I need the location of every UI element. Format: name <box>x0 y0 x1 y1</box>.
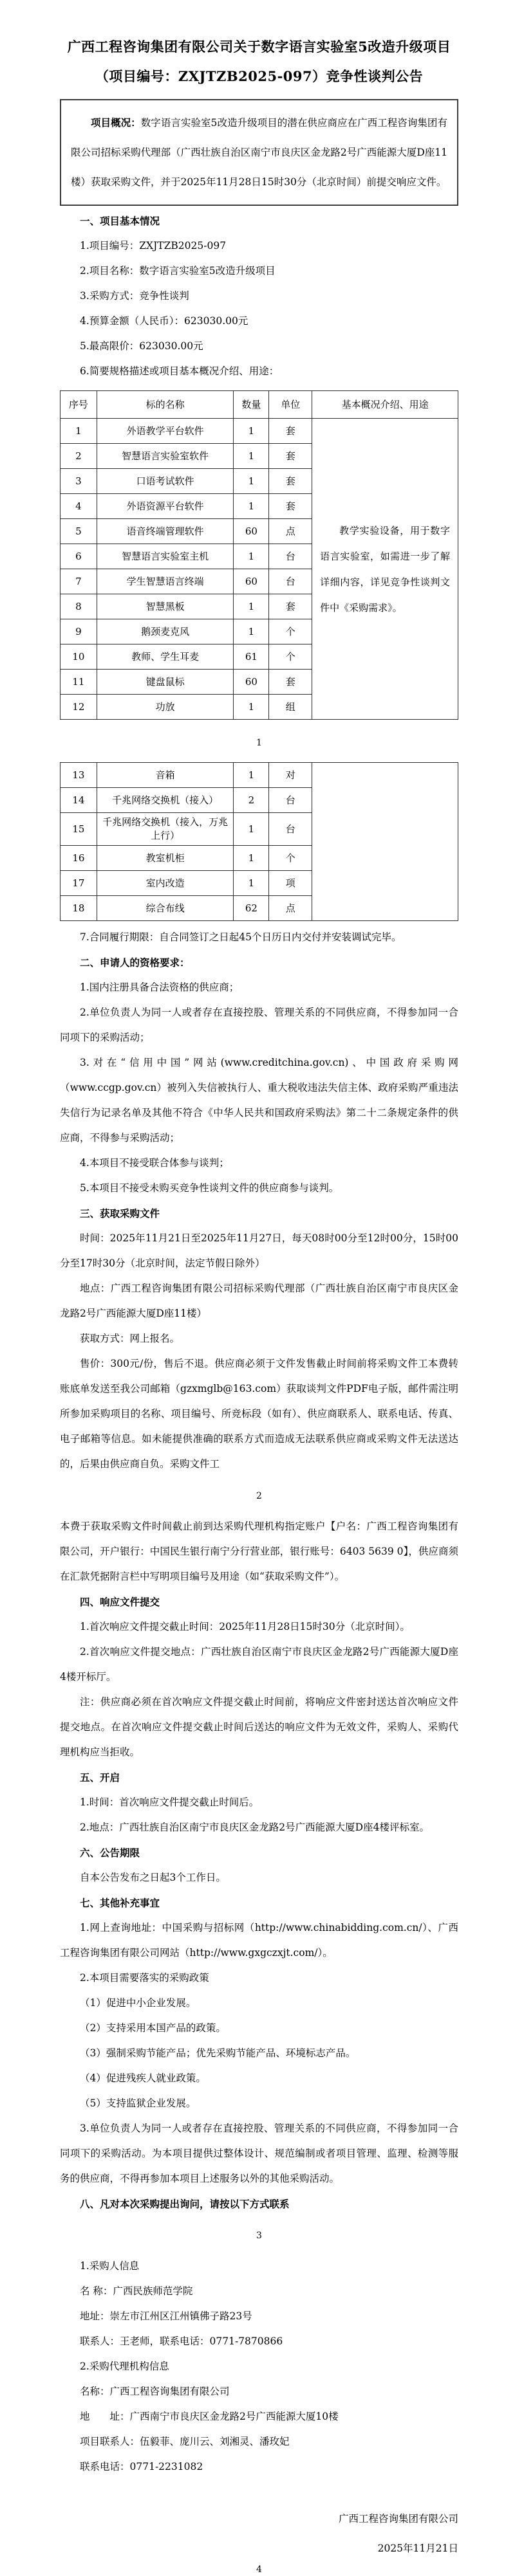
cell-name: 智慧黑板 <box>97 594 234 619</box>
paragraph: 1.项目编号：ZXJTZB2025-097 <box>80 240 227 251</box>
cell-qty: 62 <box>234 896 269 921</box>
cell-seq: 11 <box>61 670 97 695</box>
paragraph: （5）支持监狱企业发展。 <box>80 2097 196 2109</box>
project-overview-text <box>71 108 447 197</box>
paragraph: 3.单位负责人为同一人或者存在直接控股、管理关系的不同供应商，不得参加同一合同项下的采购活动。为本项目提供过整体设计、规范编制或者项目管理、监理、检测等服务的供应商，不得再参加本项目上述服务以外的其他采购活动。 <box>60 2123 458 2184</box>
cell-name: 键盘鼠标 <box>97 670 234 695</box>
section-heading: 七、其他补充事宜 <box>80 1897 160 1909</box>
cell-name: 智慧语言实验室软件 <box>97 444 234 469</box>
cell-seq: 16 <box>61 846 97 871</box>
cell-seq: 13 <box>61 763 97 788</box>
page-number: 1 <box>256 738 262 748</box>
paragraph: （3）强制采购节能产品；优先采购节能产品、环境标志产品。 <box>80 2047 356 2059</box>
cell-unit: 项 <box>269 871 312 896</box>
page-number: 3 <box>256 2231 262 2241</box>
cell-seq: 9 <box>61 619 97 644</box>
cell-seq: 17 <box>61 871 97 896</box>
paragraph: 5.最高限价：623030.00元 <box>80 340 203 352</box>
cell-name: 千兆网络交换机（接入） <box>97 788 234 813</box>
paragraph: 4.本项目不接受联合体参与谈判； <box>80 1157 229 1169</box>
paragraph: 3.对在“信用中国”网站(www.creditchina.gov.cn)、中国政府采购网（www.ccgp.gov.cn）被列入失信被执行人、重大税收违法失信主体、政府采购严重违法失信行为记录名单及其他不符合《中华人民共和国政府采购法》第二十二条规定条件的供应商，不得参与采购活动； <box>60 1057 458 1144</box>
cell-seq: 8 <box>61 594 97 619</box>
paragraph: 名称：广西工程咨询集团有限公司 <box>80 2386 230 2397</box>
paragraph: 注：供应商必须在首次响应文件提交截止时间前，将响应文件密封送达首次响应文件提交地点。在首次响应文件提交截止时间后送达的响应文件为无效文件，采购人、采购代理机构应当拒收。 <box>60 1696 458 1758</box>
project-overview-box <box>60 99 458 206</box>
cell-unit: 套 <box>269 444 312 469</box>
cell-name: 外语资源平台软件 <box>97 494 234 519</box>
paragraph: 地点：广西工程咨询集团有限公司招标采购代理部（广西壮族自治区南宁市良庆区金龙路2号广西能源大厦D座11楼） <box>60 1283 458 1319</box>
cell-seq: 2 <box>61 444 97 469</box>
table-row <box>61 763 458 788</box>
paragraph: 时间：2025年11月21日至2025年11月27日，每天08时00分至12时00分，15时00分至17时30分（北京时间，法定节假日除外） <box>60 1232 458 1269</box>
cell-name: 综合布线 <box>97 896 234 921</box>
cell-name: 外语教学平台软件 <box>97 419 234 444</box>
page-number-4: 4 <box>256 2564 262 2575</box>
table-body <box>61 419 458 720</box>
cell-name: 教师、学生耳麦 <box>97 644 234 670</box>
cell-seq: 4 <box>61 494 97 519</box>
document-title-line1: 广西工程咨询集团有限公司关于数字语言实验室5改造升级项目 <box>67 39 451 55</box>
cell-qty: 1 <box>234 695 269 720</box>
section-heading: 八、凡对本次采购提出询问，请按以下方式联系 <box>80 2198 290 2210</box>
paragraph: 联系电话：0771-2231082 <box>80 2461 203 2472</box>
table-header-cell: 序号 <box>61 391 97 419</box>
paragraph: 6.简要规格描述或项目基本概况介绍、用途： <box>80 365 279 377</box>
goods-table-segment-2 <box>60 762 458 921</box>
cell-unit: 点 <box>269 519 312 544</box>
paragraph: 2.本项目需要落实的采购政策 <box>80 1972 209 1984</box>
cell-unit: 套 <box>269 594 312 619</box>
table-header-cell: 标的名称 <box>97 391 234 419</box>
cell-qty: 1 <box>234 846 269 871</box>
cell-name: 口语考试软件 <box>97 469 234 494</box>
paragraph: 自本公告发布之日起3个工作日。 <box>80 1872 226 1883</box>
cell-seq: 3 <box>61 469 97 494</box>
section-heading: 一、项目基本情况 <box>80 215 160 227</box>
table-header <box>61 391 458 419</box>
cell-qty: 60 <box>234 670 269 695</box>
section-heading: 五、开启 <box>80 1771 120 1784</box>
cell-qty: 1 <box>234 544 269 569</box>
cell-unit: 台 <box>269 813 312 846</box>
paragraph: 地址：崇左市江州区江州镇佛子路23号 <box>80 2310 252 2322</box>
cell-seq: 6 <box>61 544 97 569</box>
table-body <box>61 763 458 921</box>
cell-unit: 套 <box>269 419 312 444</box>
cell-qty: 60 <box>234 569 269 594</box>
paragraph: 2.首次响应文件提交地点：广西壮族自治区南宁市良庆区金龙路2号广西能源大厦D座4楼开标厅。 <box>60 1646 458 1683</box>
cell-unit: 套 <box>269 670 312 695</box>
cell-qty: 1 <box>234 494 269 519</box>
paragraph: 2.地点：广西壮族自治区南宁市良庆区金龙路2号广西能源大厦D座4楼评标室。 <box>80 1822 429 1833</box>
cell-unit: 个 <box>269 619 312 644</box>
cell-unit: 点 <box>269 896 312 921</box>
paragraph: 2.项目名称：数字语言实验室5改造升级项目 <box>80 265 276 277</box>
cell-seq: 1 <box>61 419 97 444</box>
table-header-cell: 基本概况介绍、用途 <box>312 391 458 419</box>
cell-qty: 1 <box>234 594 269 619</box>
cell-unit: 组 <box>269 695 312 720</box>
cell-qty: 1 <box>234 419 269 444</box>
cell-unit: 套 <box>269 469 312 494</box>
section-heading: 二、申请人的资格要求： <box>80 956 190 969</box>
paragraph: （4）促进残疾人就业政策。 <box>80 2072 206 2084</box>
cell-qty: 1 <box>234 871 269 896</box>
cell-seq: 10 <box>61 644 97 670</box>
table-row <box>61 419 458 444</box>
paragraph: 3.采购方式：竞争性谈判 <box>80 290 189 302</box>
paragraph: 4.预算金额（人民币）：623030.00元 <box>80 315 248 327</box>
section-heading: 四、响应文件提交 <box>80 1596 160 1608</box>
paragraph: 本费于获取采购文件时间截止前到达采购代理机构指定账户【户名：广西工程咨询集团有限公司，开户银行：中国民生银行南宁分行营业部，银行账号：6403 5639 0】，供应商须在汇款凭据附言栏中写明项目编号及用途（如“获取采购文件”）。 <box>60 1521 458 1582</box>
paragraph: 联系人：王老师，联系电话：0771-7870866 <box>80 2335 283 2347</box>
paragraph: 售价：300元/份，售后不退。供应商必须于文件发售截止时间前将采购文件工本费转账底单发送至我公司邮箱（gzxmglb@163.com）获取谈判文件PDF电子版，邮件需注明所参加采购项目的名称、项目编号、所竞标段（如有）、供应商联系人、联系电话、传真、电子邮箱等信息。如未能提供准确的联系方式而造成无法联系供应商或采购文件无法送达的，后果由供应商自负。采购文件工 <box>60 1358 458 1470</box>
paragraph: 1.国内注册具备合法资格的供应商； <box>80 982 239 993</box>
cell-name: 千兆网络交换机（接入，万兆上行） <box>97 813 234 846</box>
paragraph: 项目联系人：伍毅菲、庞川云、刘湘灵、潘玫妃 <box>80 2436 290 2447</box>
goods-description-empty-cell <box>312 763 458 921</box>
paragraph: （1）促进中小企业发展。 <box>80 1997 196 2009</box>
cell-qty: 1 <box>234 469 269 494</box>
cell-unit: 个 <box>269 644 312 670</box>
cell-qty: 1 <box>234 763 269 788</box>
cell-unit: 套 <box>269 494 312 519</box>
paragraph: 1.首次响应文件提交截止时间：2025年11月28日15时30分（北京时间）。 <box>80 1621 410 1632</box>
cell-seq: 15 <box>61 813 97 846</box>
cell-seq: 18 <box>61 896 97 921</box>
paragraph: 2.采购代理机构信息 <box>80 2361 169 2372</box>
paragraph: 7.合同履行期限：自合同签订之日起45个日历日内交付并安装调试完毕。 <box>80 931 402 943</box>
cell-qty: 61 <box>234 644 269 670</box>
cell-unit: 台 <box>269 788 312 813</box>
paragraph: 1.采购人信息 <box>80 2260 140 2272</box>
paragraph: 名 称：广西民族师范学院 <box>80 2285 193 2297</box>
cell-seq: 5 <box>61 519 97 544</box>
paragraph: （2）支持采用本国产品的政策。 <box>80 2022 226 2034</box>
cell-seq: 14 <box>61 788 97 813</box>
goods-description-cell: 教学实验设备，用于数字语言实验室，如需进一步了解详细内容，详见竞争性谈判文件中《采购需求》。 <box>312 419 458 720</box>
cell-qty: 1 <box>234 444 269 469</box>
table-header-cell: 数量 <box>234 391 269 419</box>
project-overview-body: 数字语言实验室5改造升级项目的潜在供应商应在广西工程咨询集团有限公司招标采购代理部（广西壮族自治区南宁市良庆区金龙路2号广西能源大厦D座11楼）获取采购文件，并于2025年11月28日15时30分（北京时间）前提交响应文件。 <box>71 117 447 188</box>
signature-block <box>60 2504 458 2563</box>
document-title-line2: （项目编号：ZXJTZB2025-097）竞争性谈判公告 <box>95 68 424 84</box>
paragraph: 1.网上查询地址：中国采购与招标网（http://www.chinabidding.com.cn/）、广西工程咨询集团有限公司网站（http://www.gxgczxjt.com/）。 <box>60 1922 458 1959</box>
cell-name: 智慧语言实验室主机 <box>97 544 234 569</box>
cell-seq: 7 <box>61 569 97 594</box>
cell-qty: 2 <box>234 788 269 813</box>
signature-date: 2025年11月21日 <box>377 2543 458 2554</box>
paragraph: 5.本项目不接受未购买竞争性谈判文件的供应商参与谈判。 <box>80 1182 339 1194</box>
table-header-row <box>61 391 458 419</box>
paragraph: 获取方式：网上报名。 <box>80 1333 180 1344</box>
paragraph: 地 址：广西南宁市良庆区金龙路2号广西能源大厦10楼 <box>80 2411 339 2422</box>
cell-name: 教室机柜 <box>97 846 234 871</box>
section-heading: 六、公告期限 <box>80 1847 140 1859</box>
cell-unit: 个 <box>269 846 312 871</box>
cell-qty: 1 <box>234 813 269 846</box>
cell-qty: 1 <box>234 619 269 644</box>
signature-company: 广西工程咨询集团有限公司 <box>338 2513 458 2525</box>
page-number: 2 <box>256 1491 262 1501</box>
cell-name: 学生智慧语言终端 <box>97 569 234 594</box>
cell-qty: 60 <box>234 519 269 544</box>
cell-unit: 台 <box>269 544 312 569</box>
cell-name: 功放 <box>97 695 234 720</box>
cell-name: 语音终端管理软件 <box>97 519 234 544</box>
paragraph: 1.时间：首次响应文件提交截止时间后。 <box>80 1796 259 1808</box>
cell-name: 室内改造 <box>97 871 234 896</box>
table-header-cell: 单位 <box>269 391 312 419</box>
cell-unit: 台 <box>269 569 312 594</box>
document-body <box>60 208 458 2563</box>
cell-seq: 12 <box>61 695 97 720</box>
cell-unit: 对 <box>269 763 312 788</box>
project-overview-label: 项目概况： <box>91 116 141 129</box>
paragraph: 2.单位负责人为同一人或者存在直接控股、管理关系的不同供应商，不得参加同一合同项下的采购活动； <box>60 1007 458 1043</box>
section-heading: 三、获取采购文件 <box>80 1207 160 1219</box>
cell-name: 鹅颈麦克风 <box>97 619 234 644</box>
cell-name: 音箱 <box>97 763 234 788</box>
goods-table-segment-1 <box>60 390 458 720</box>
